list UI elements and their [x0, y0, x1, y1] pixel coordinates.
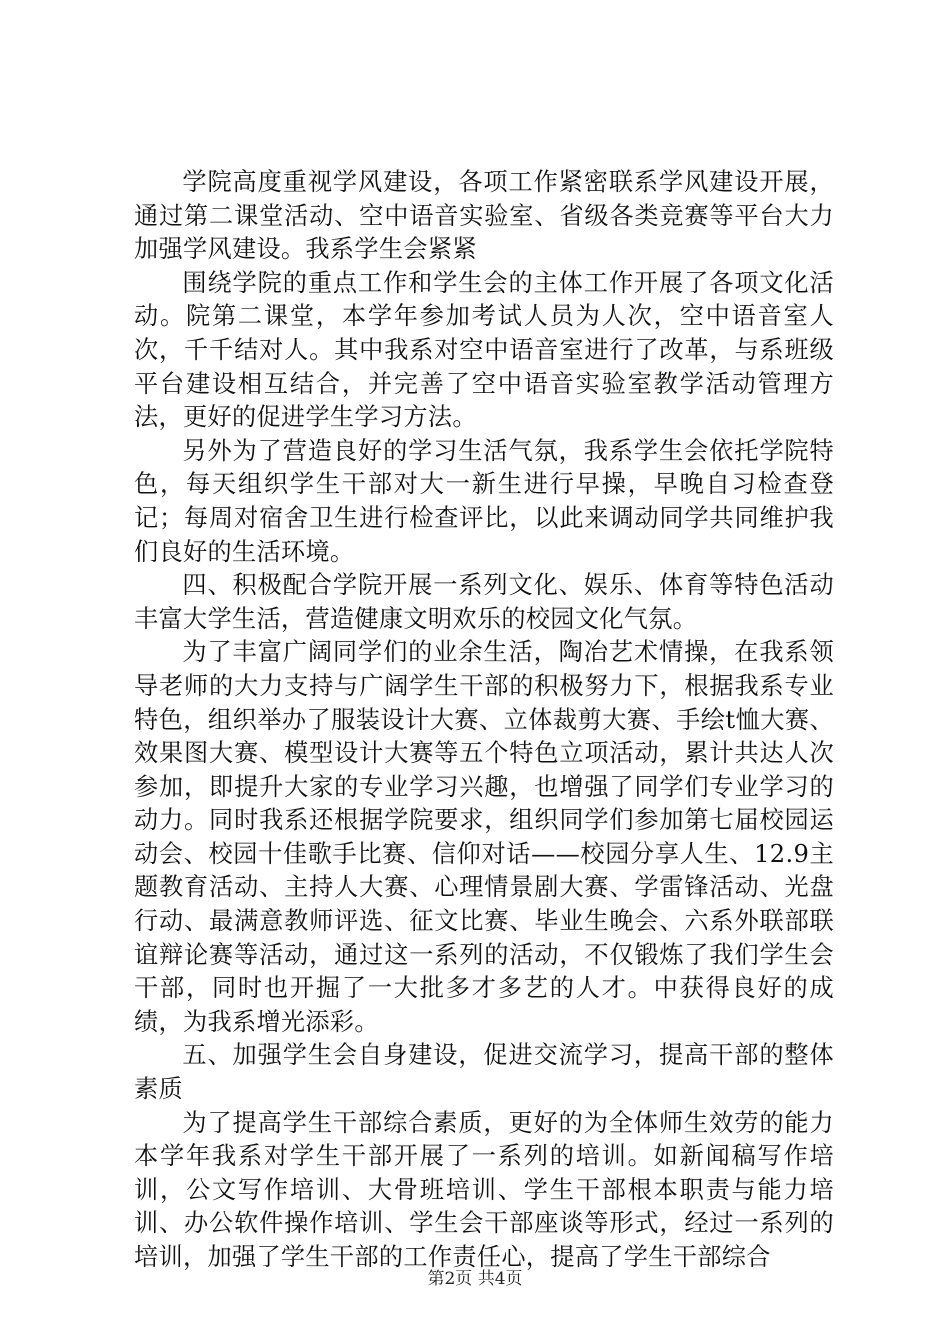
paragraph: 学院高度重视学风建设，各项工作紧密联系学风建设开展，通过第二课堂活动、空中语音实验室、省级各类竞赛等平台大力加强学风建设。我系学生会紧紧 [134, 168, 834, 264]
paragraph: 为了提高学生干部综合素质，更好的为全体师生效劳的能力本学年我系对学生干部开展了一系列的培训。如新闻稿写作培训，公文写作培训、大骨班培训、学生干部根本职责与能力培训、办公软件操作培训、学生会干部座谈等形式，经过一系列的培训，加强了学生干部的工作责任心，提高了学生干部综合 [134, 1108, 834, 1271]
paragraph: 四、积极配合学院开展一系列文化、娱乐、体育等特色活动丰富大学生活，营造健康文明欢乐的校园文化气氛。 [134, 571, 834, 633]
page-number-footer: 第2页 共4页 [427, 1269, 523, 1289]
paragraph: 另外为了营造良好的学习生活气氛，我系学生会依托学院特色，每天组织学生干部对大一新生进行早操，早晚自习检查登记；每周对宿舍卫生进行检查评比，以此来调动同学共同维护我们良好的生活环境。 [134, 436, 834, 566]
paragraph: 围绕学院的重点工作和学生会的主体工作开展了各项文化活动。院第二课堂，本学年参加考试人员为人次，空中语音室人次，千千结对人。其中我系对空中语音室进行了改革，与系班级平台建设相互结合，并完善了空中语音实验室教学活动管理方法，更好的促进学生学习方法。 [134, 268, 834, 432]
paragraph: 为了丰富广阔同学们的业余生活，陶冶艺术情操，在我系领导老师的大力支持与广阔学生干部的积极努力下，根据我系专业特色，组织举办了服装设计大赛、立体裁剪大赛、手绘t恤大赛、效果图大赛、模型设计大赛等五个特色立项活动，累计共达人次参加，即提升大家的专业学习兴趣，也增强了同学们专业学习的动力。同时我系还根据学院要求，组织同学们参加第七届校园运动会、校园十佳歌手比赛、信仰对话——校园分享人生、12.9主题教育活动、主持人大赛、心理情景剧大赛、学雷锋活动、光盘行动、最满意教师评选、征文比赛、毕业生晚会、六系外联部联谊辩论赛等活动，通过这一系列的活动，不仅锻炼了我们学生会干部，同时也开掘了一大批多才多艺的人才。中获得良好的成绩，为我系增光添彩。 [134, 638, 834, 1036]
document-body [134, 166, 834, 1275]
section-heading: 五、加强学生会自身建设，促进交流学习，提高干部的整体素质 [134, 1041, 834, 1104]
